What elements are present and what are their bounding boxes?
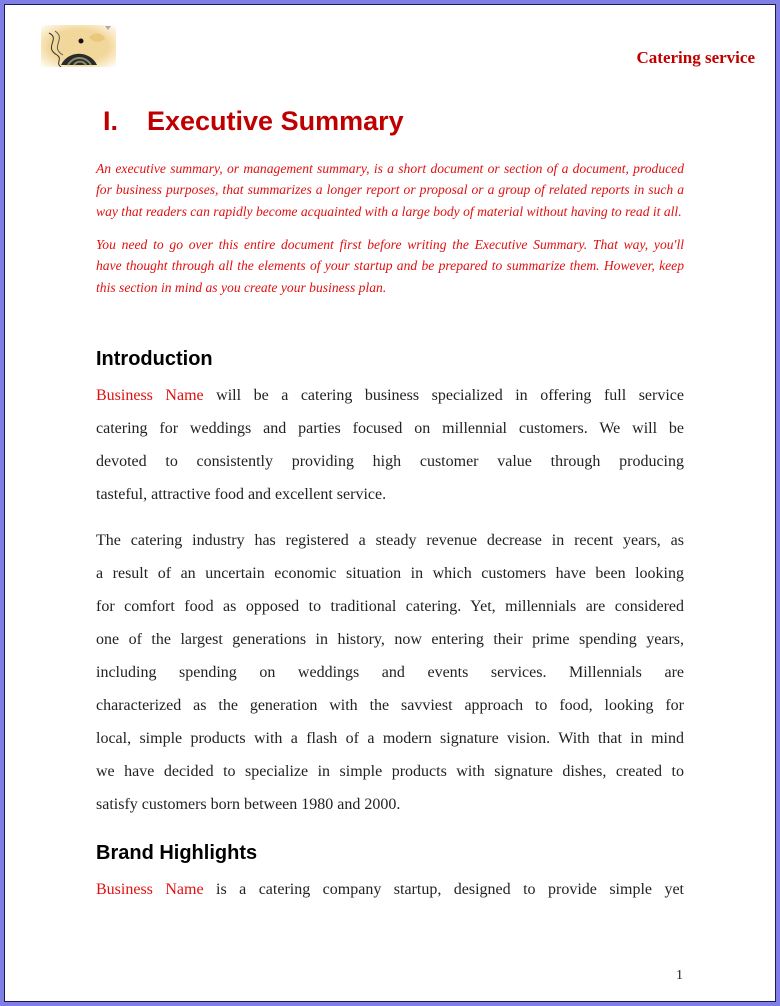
- text-line: [96, 445, 684, 478]
- guidance-paragraph-2: [96, 234, 684, 298]
- brand-highlights-paragraph: [96, 873, 684, 906]
- text-line: [96, 524, 684, 557]
- text-line: [96, 656, 684, 689]
- document-page: [4, 4, 776, 1002]
- introduction-paragraph-1: [96, 379, 684, 511]
- title-number: I.: [103, 106, 119, 136]
- line-text: will be a catering business specialized in offering full service: [203, 387, 685, 404]
- line-text: An executive summary, or management summary, is a short document or section of a document, produced: [96, 161, 684, 176]
- line-text: devoted to consistently providing high customer value through producing: [96, 453, 684, 470]
- text-line: [96, 158, 684, 179]
- line-text: for business purposes, that summarizes a longer report or proposal or a group of related reports in such a: [96, 182, 684, 198]
- text-line: [96, 201, 684, 222]
- title-text: Executive Summary: [147, 106, 404, 136]
- line-text: this section in mind as you create your business plan.: [96, 279, 387, 295]
- line-text: for comfort food as opposed to traditional catering. Yet, millennials are considered: [96, 598, 684, 615]
- text-line: [96, 623, 684, 656]
- introduction-paragraph-2: [96, 524, 684, 821]
- header-section-label: Catering service: [636, 48, 755, 67]
- line-text: have thought through all the elements of your startup and be prepared to summarize them. However, keep: [96, 258, 684, 274]
- line-text: You need to go over this entire document first before writing the Executive Summary. That way, you'll: [96, 237, 684, 252]
- text-line: [96, 755, 684, 788]
- company-logo: [41, 25, 116, 67]
- text-line: [96, 722, 684, 755]
- line-text: way that readers can rapidly become acquainted with a large body of material without having to read it all.: [96, 203, 682, 219]
- text-line: [96, 689, 684, 722]
- guidance-paragraph-1: [96, 158, 684, 222]
- line-text: tasteful, attractive food and excellent service.: [96, 486, 387, 503]
- line-text: including spending on weddings and events services. Millennials are: [96, 664, 684, 681]
- line-text: satisfy customers born between 1980 and 2000.: [96, 796, 401, 813]
- text-line: [96, 412, 684, 445]
- text-line: [96, 478, 684, 511]
- line-text: one of the largest generations in history, now entering their prime spending years,: [96, 631, 684, 648]
- introduction-heading: Introduction: [96, 348, 213, 370]
- brand-highlights-heading: Brand Highlights: [96, 842, 258, 864]
- business-name-placeholder: Business Name: [96, 881, 204, 898]
- text-line: [96, 179, 684, 200]
- line-text: catering for weddings and parties focused on millennial customers. We will be: [96, 420, 684, 437]
- line-text: a result of an uncertain economic situation in which customers have been looking: [96, 565, 684, 582]
- line-text: is a catering company startup, designed to provide simple yet: [203, 881, 684, 898]
- page-title: [103, 106, 404, 137]
- text-line: [96, 277, 684, 298]
- line-text: local, simple products with a flash of a modern signature vision. With that in mind: [96, 730, 684, 747]
- text-line: [96, 788, 684, 821]
- text-line: [96, 255, 684, 276]
- line-text: The catering industry has registered a steady revenue decrease in recent years, as: [96, 532, 684, 549]
- text-line: [96, 234, 684, 255]
- line-text: characterized as the generation with the savviest approach to food, looking for: [96, 697, 684, 714]
- business-name-placeholder: Business Name: [96, 387, 204, 404]
- text-line: [96, 557, 684, 590]
- line-text: we have decided to specialize in simple products with signature dishes, created to: [96, 763, 684, 780]
- text-line: [96, 873, 684, 906]
- text-line: [96, 590, 684, 623]
- text-line: [96, 379, 684, 412]
- page-number: 1: [676, 968, 683, 983]
